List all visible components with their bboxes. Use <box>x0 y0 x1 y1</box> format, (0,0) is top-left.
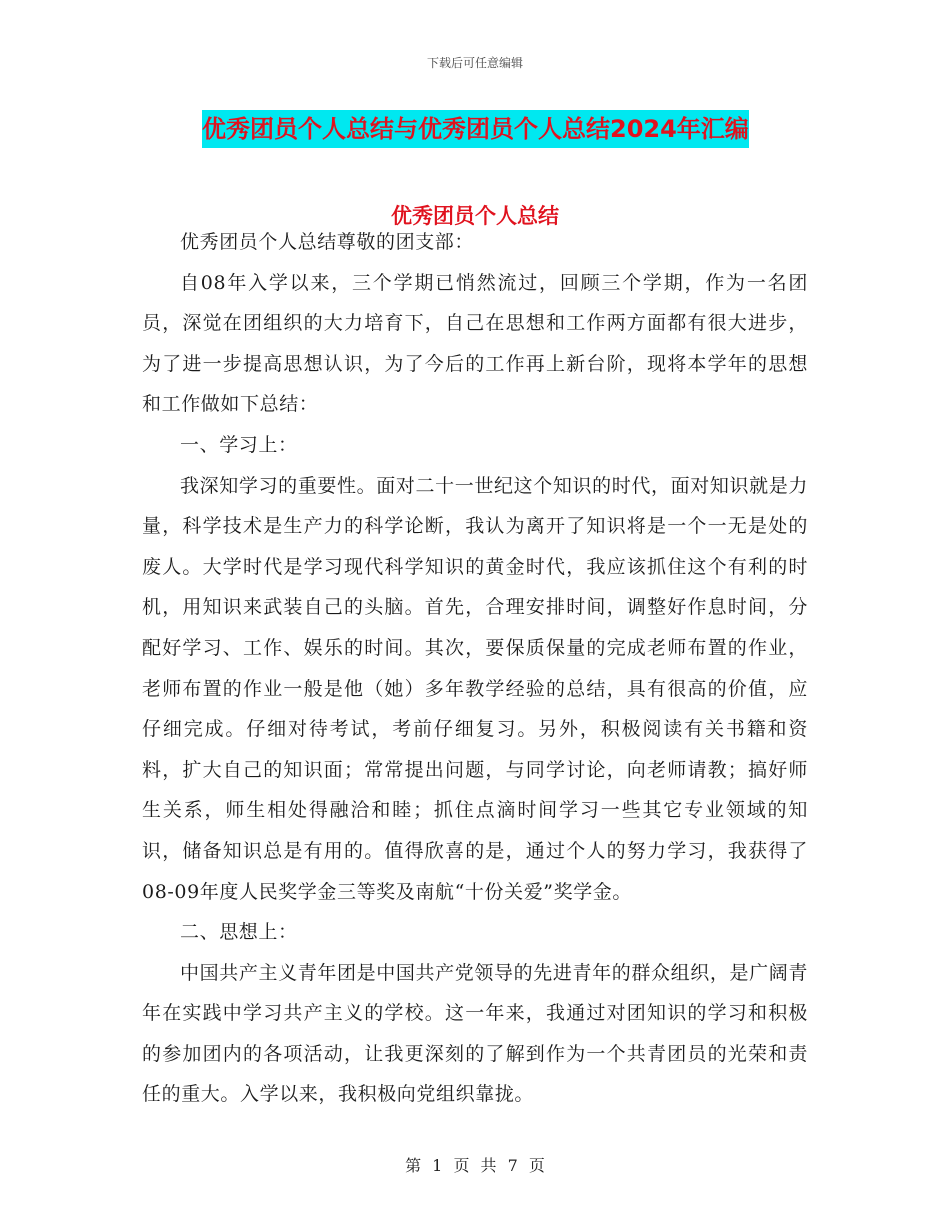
page-number: 第 1 页 共 7 页 <box>405 1156 545 1175</box>
section-title: 优秀团员个人总结 <box>391 204 559 228</box>
paragraph-greeting: 优秀团员个人总结尊敬的团支部： <box>180 231 475 253</box>
header-note: 下载后可任意编辑 <box>426 56 523 70</box>
paragraph-thought: 中国共产主义青年团是中国共产党领导的先进青年的群众组织，是广阔青年在实践中学习共产主义的学校。这一年来，我通过对团知识的学习和积极的参加团内的各项活动，让我更深刻的了解到作为一个共青团员的光荣和责任的重大。入学以来，我积极向党组织靠拢。 <box>142 961 808 1106</box>
paragraph-study: 我深知学习的重要性。面对二十一世纪这个知识的时代，面对知识就是力量，科学技术是生产力的科学论断，我认为离开了知识将是一个一无是处的废人。大学时代是学习现代科学知识的黄金时代，我应该抓住这个有利的时机，用知识来武装自己的头脑。首先，合理安排时间，调整好作息时间，分配好学习、工作、娱乐的时间。其次，要保质保量的完成老师布置的作业，老师布置的作业一般是他（她）多年教学经验的总结，具有很高的价值，应仔细完成。仔细对待考试，考前仔细复习。另外，积极阅读有关书籍和资料，扩大自己的知识面；常常提出问题，与同学讨论，向老师请教；搞好师生关系，师生相处得融洽和睦；抓住点滴时间学习一些其它专业领域的知识，储备知识总是有用的。值得欣喜的是，通过个人的努力学习，我获得了08-09年度人民奖学金三等奖及南航“十份关爱”奖学金。 <box>142 474 808 903</box>
body-text <box>142 222 808 1115</box>
heading-study: 一、学习上： <box>180 433 298 456</box>
heading-thought: 二、思想上： <box>180 921 298 944</box>
main-title: 优秀团员个人总结与优秀团员个人总结2024年汇编 <box>202 110 749 148</box>
paragraph-intro: 自08年入学以来，三个学期已悄然流过，回顾三个学期，作为一名团员，深觉在团组织的大力培育下，自己在思想和工作两方面都有很大进步，为了进一步提高思想认识，为了今后的工作再上新台阶，现将本学年的思想和工作做如下总结： <box>142 271 808 416</box>
